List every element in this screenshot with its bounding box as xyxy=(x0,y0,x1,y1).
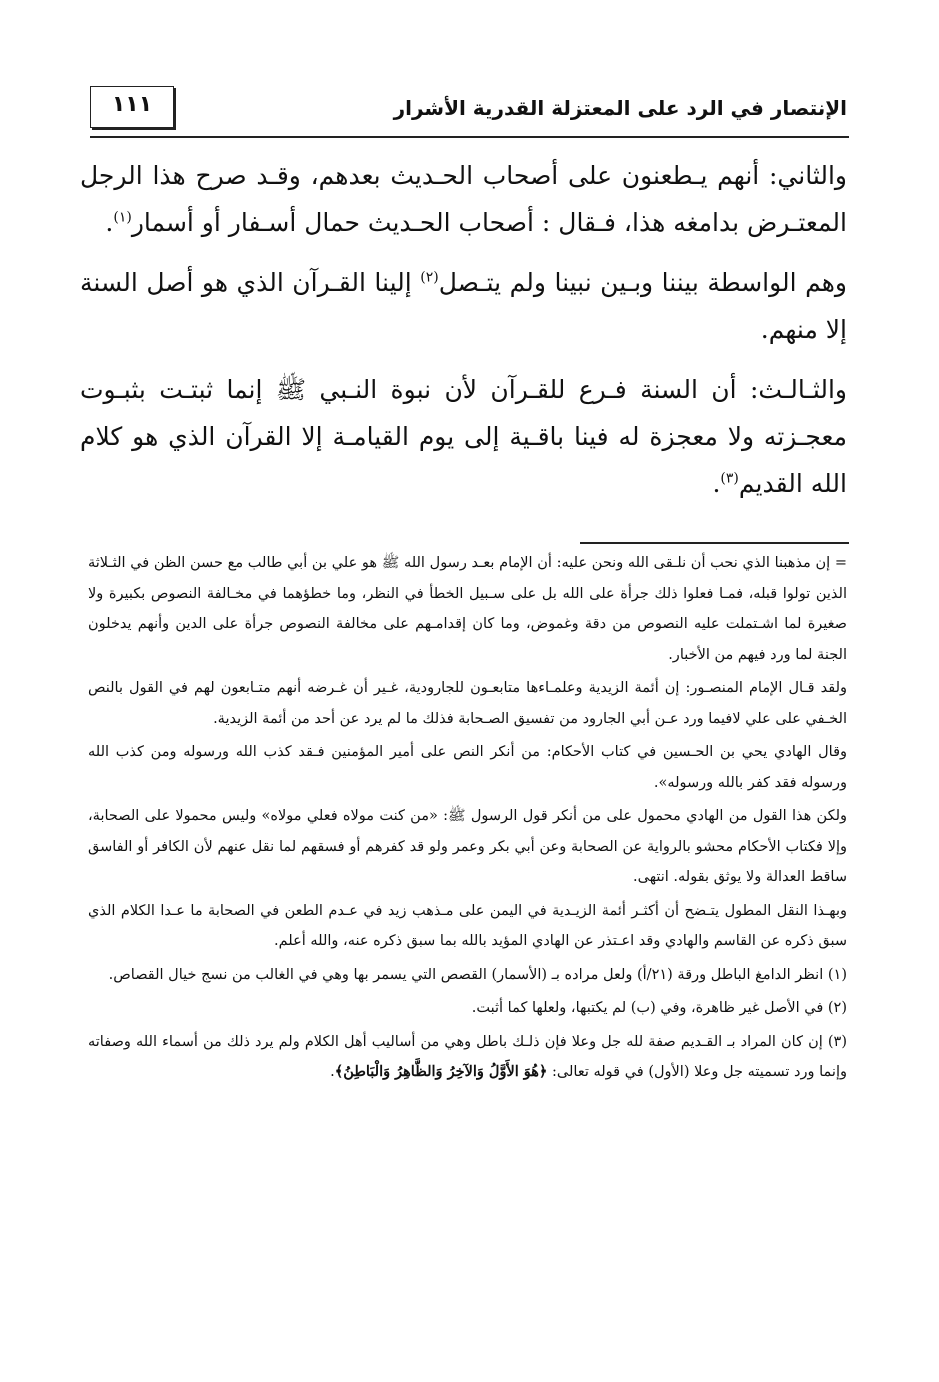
footnote-continuation: وبهـذا النقل المطول يتـضح أن أكثـر أئمة الزيـدية في اليمن على مـذهب زيد في عـدم الطعن في الصحابة ما عـدا الكلام الذي سبق ذكره عن القاسم والهادي وقد اعـتذر عن الهادي المؤيد بالله بما سبق ذكره عنه، والله أعلم. xyxy=(88,902,847,949)
footnote-separator xyxy=(580,542,849,544)
page-number: ١١١ xyxy=(111,92,153,117)
footnote-continuation: = إن مذهبنا الذي نحب أن نلـقى الله ونحن عليه: أن الإمام بعـد رسول الله ﷺ هو علي بن أبي طالب مع حسن الظن في الثـلاثة الذين تولوا قبله، فمـا فعلوا ذلك جرأة على الله بل على سـبيل الخطأ في النظر، وما خطؤهما في مخـالفة النصوص بكبيرة ولا صغيرة لما اشـتملت عليه النصوص من دقة وغموض، وما كان إقدامـهم على مخالفة النصوص جرأة على الدين وأنهم يدخلون الجنة لما ورد فيهم من الأخبار. xyxy=(88,555,847,663)
footnote-3 xyxy=(88,1027,847,1088)
running-title: الإنتصار في الرد على المعتزلة القدرية الأشرار xyxy=(393,96,847,120)
header-rule xyxy=(90,136,849,138)
footnote-2: (٢) في الأصل غير ظاهرة، وفي (ب) لم يكتبها، ولعلها كما أثبت. xyxy=(471,1000,847,1016)
paragraph-text: والثـالـث: أن السنة فـرع للقـرآن لأن نبوة النـبي ﷺ إنما ثبتـت بثبـوت معجـزته ولا معجزة له فينا باقـية إلى يوم القيامـة إلا القرآن الذي هو كلام الله القديم xyxy=(80,375,847,498)
footnotes xyxy=(88,548,847,1091)
page-number-box xyxy=(90,86,174,128)
paragraph-tail: . xyxy=(712,469,721,498)
footnote-ref-3[interactable]: (٣) xyxy=(720,470,739,487)
footnote-continuation: ولقد قـال الإمام المنصـور: إن أئمة الزيدية وعلمـاءها متابعـون للجارودية، غـير أن غـرضه أنهم متـابعون لهم في القول بالنص الخـفي على علي لافيما ورد عـن أبي الجارود من تفسيق الصـحابة فذلك ما لم يرد عن أحد من أئمة الزيدية. xyxy=(88,680,847,727)
footnote-continuation: ولكن هذا القول من الهادي محمول على من أنكر قول الرسول ﷺ: «من كنت مولاه فعلي مولاه» وليس محمولا على الصحابة، وإلا فكتاب الأحكام محشو بالرواية عن الصحابة وعن أبي بكر وعمر ولو قد كفرهم أو فسقهم لما نقل عنهم لأن الكافر أو الفاسق ساقط العدالة ولا يوثق بقوله. انتهى. xyxy=(88,808,847,885)
paragraph-tail: إلينا القـرآن الذي هو أصل السنة إلا منهم. xyxy=(80,268,847,344)
footnote-text: (٣) إن كان المراد بـ القـديم صفة لله جل وعلا فإن ذلـك باطل وهي من أساليب أهل الكلام ولم يرد ذلك من أسماء الله وصفاته وإنما ورد تسميته جل وعلا (الأول) في قوله تعالى: xyxy=(88,1033,847,1080)
paragraph-intermediary xyxy=(80,259,847,353)
footnote-continuation: وقال الهادي يحي بن الحـسين في كتاب الأحكام: من أنكر النص على أمير المؤمنين فـقد كذب الله ورسوله ومن كذب الله ورسوله فقد كفر بالله ورسوله». xyxy=(88,744,847,791)
paragraph-third-point xyxy=(80,366,847,507)
footnote-ref-2[interactable]: (٢) xyxy=(420,269,439,286)
footnote-tail: . xyxy=(330,1064,335,1080)
paragraph-tail: . xyxy=(105,208,114,237)
quran-verse: ﴿هُوَ الأَوَّلُ وَالآخِرُ وَالظَّاهِرُ وَالْبَاطِنُ﴾ xyxy=(334,1063,548,1080)
footnote-1: (١) انظر الدامغ الباطل ورقة (٢١/أ) ولعل مراده بـ (الأسمار) القصص التي يسمر بها وهي في الغالب من نسج خيال القصاص. xyxy=(108,966,847,983)
footnote-ref-1[interactable]: (١) xyxy=(113,209,132,226)
paragraph-second-point xyxy=(80,152,847,246)
main-text xyxy=(80,152,847,520)
paragraph-text: وهم الواسطة بيننا وبـين نبينا ولم يتـصل xyxy=(438,268,848,297)
paragraph-text: والثاني: أنهم يـطعنون على أصحاب الحـديث بعدهم، وقـد صرح هذا الرجل المعتـرض بدامغه هذا، فـقال : أصحاب الحـديث حمال أسـفار أو أسمار xyxy=(80,161,847,237)
